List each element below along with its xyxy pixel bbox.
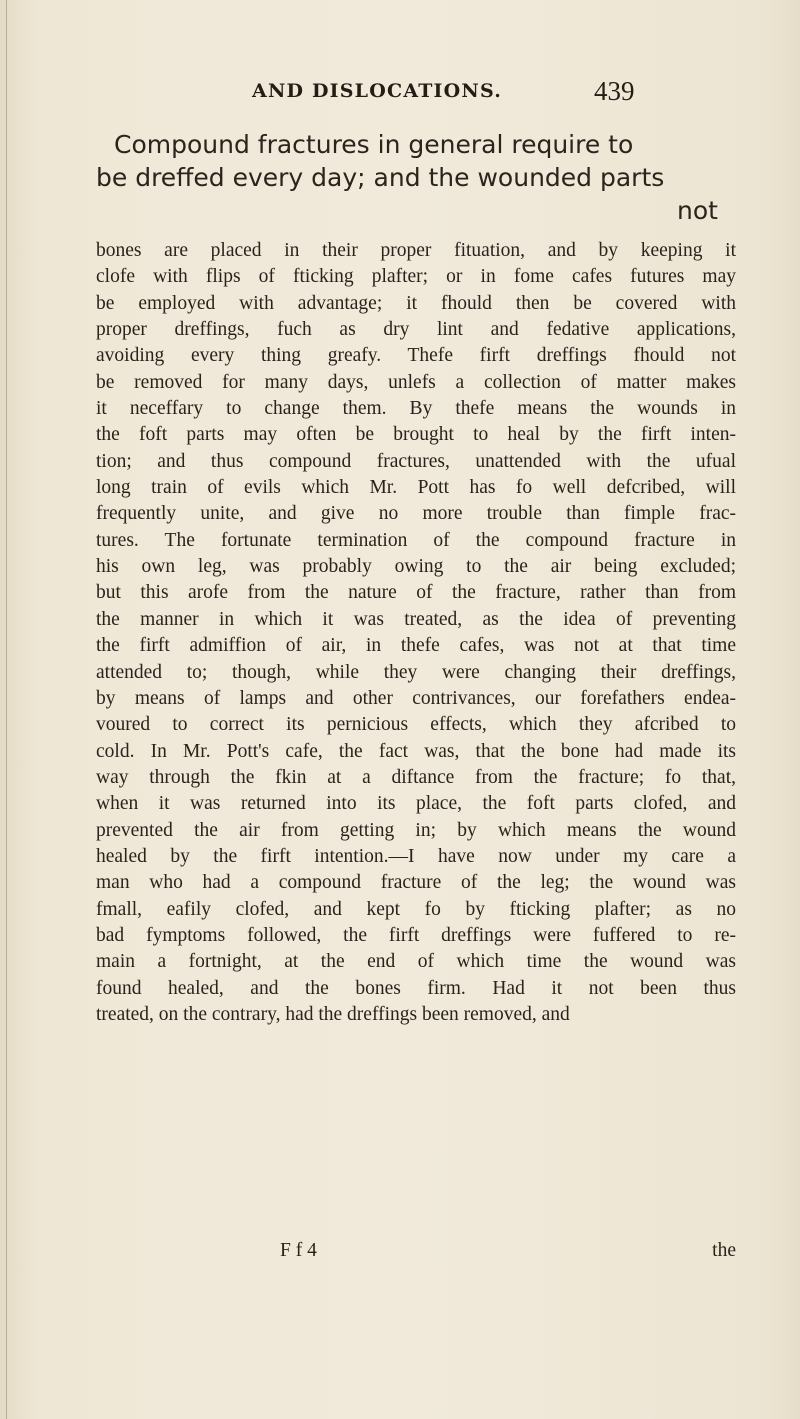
text-line: cold. In Mr. Pott's cafe, the fact was, that the bone had made its [96, 740, 736, 762]
text-line: the foft parts may often be brought to heal by the firft inten- [96, 424, 736, 446]
text-line: tures. The fortunate termination of the compound fracture in [96, 529, 736, 551]
text-line: be employed with advantage; it fhould then be covered with [96, 292, 736, 314]
text-line: healed by the firft intention.—I have now under my care a [96, 845, 736, 867]
text-line: fmall, eafily clofed, and kept fo by fticking plafter; as no [96, 898, 736, 920]
body-paragraph [96, 238, 736, 1028]
text-line: frequently unite, and give no more trouble than fimple frac- [96, 503, 736, 525]
running-title: AND DISLOCATIONS. [252, 80, 503, 102]
text-line: clofe with flips of fticking plafter; or in fome cafes futures may [96, 266, 736, 288]
text-line: the manner in which it was treated, as the idea of preventing [96, 608, 736, 630]
text-line: prevented the air from getting in; by which means the wound [96, 819, 736, 841]
text-line: it neceffary to change them. By thefe means the wounds in [96, 398, 736, 420]
text-line: avoiding every thing greafy. Thefe firft dreffings fhould not [96, 345, 736, 367]
lead-paragraph [44, 128, 764, 227]
page-edge [6, 0, 7, 1419]
text-line: man who had a compound fracture of the leg; the wound was [96, 872, 736, 894]
running-head [252, 76, 652, 116]
text-line: way through the fkin at a diftance from the fracture; fo that, [96, 766, 736, 788]
text-line: be removed for many days, unlefs a collection of matter makes [96, 371, 736, 393]
text-line: bad fymptoms followed, the firft dreffings were fuffered to re- [96, 924, 736, 946]
text-line: but this arofe from the nature of the fracture, rather than from [96, 582, 736, 604]
text-line: found healed, and the bones firm. Had it not been thus [96, 977, 736, 999]
text-line: treated, on the contrary, had the dreffings been removed, and [96, 1003, 570, 1025]
text-line: main a fortnight, at the end of which time the wound was [96, 951, 736, 973]
text-line: by means of lamps and other contrivances, our forefathers endea- [96, 687, 736, 709]
text-line: attended to; though, while they were changing their dreffings, [96, 661, 736, 683]
lead-line: be dreffed every day; and the wounded parts [96, 163, 665, 192]
text-line: bones are placed in their proper fituation, and by keeping it [96, 240, 736, 261]
text-line: when it was returned into its place, the foft parts clofed, and [96, 793, 736, 815]
text-line: tion; and thus compound fractures, unattended with the ufual [96, 450, 736, 472]
text-line: proper dreffings, fuch as dry lint and fedative applications, [96, 319, 736, 341]
signature-mark: F f 4 [280, 1240, 317, 1261]
text-line: long train of evils which Mr. Pott has fo well defcribed, will [96, 477, 736, 499]
page-footer [96, 1238, 736, 1272]
page-number: 439 [594, 76, 635, 106]
lead-line: Compound fractures in general require to [114, 130, 634, 159]
catchword: the [712, 1240, 736, 1261]
lead-line: not [677, 196, 718, 225]
text-line: voured to correct its pernicious effects, which they afcribed to [96, 714, 736, 736]
text-line: the firft admiffion of air, in thefe cafes, was not at that time [96, 635, 736, 657]
text-line: his own leg, was probably owing to the air being excluded; [96, 556, 736, 578]
